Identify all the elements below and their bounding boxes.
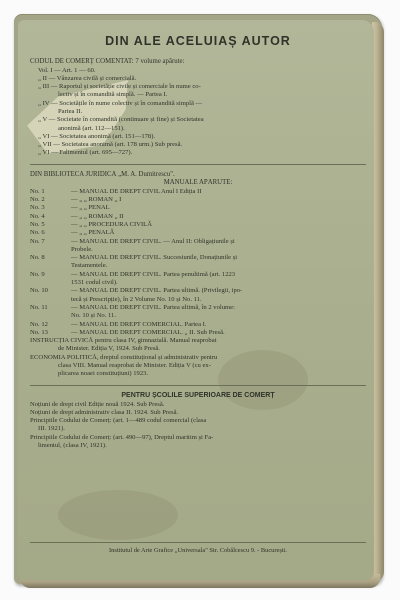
manual-title: — „ „ PROCEDURA CIVILĂ bbox=[71, 220, 152, 228]
manual-title: — MANUAL DE DREPT CIVIL. Partea ultimă. (Privilegii, ipo- bbox=[71, 287, 243, 295]
divider bbox=[30, 164, 366, 165]
manual-row bbox=[30, 213, 366, 221]
manual-number bbox=[30, 312, 68, 320]
codul-line: „ V — Societate în comandită (continuare și fine) și Societatea bbox=[38, 116, 204, 124]
extra-line: plicarea noaei constituțiuni) 1923. bbox=[58, 370, 149, 378]
manual-number bbox=[30, 262, 68, 270]
manual-row bbox=[30, 287, 366, 295]
manual-title: — MANUAL DE DREPT CIVIL. — Anul II: Obligațiunile și bbox=[71, 237, 235, 245]
manual-number: No. 7 bbox=[30, 237, 45, 245]
manual-row bbox=[30, 238, 366, 246]
manual-row bbox=[30, 262, 366, 270]
manual-title: Testamentele. bbox=[71, 262, 108, 270]
scoli-line: Noțiuni de drept administrativ clasa II. 1924. Sub Presă. bbox=[30, 408, 179, 416]
divider bbox=[30, 385, 366, 386]
manual-number: No. 3 bbox=[30, 204, 45, 212]
manual-title: — MANUAL DE DREPT CIVIL. Partea ultimă, în 2 volume: bbox=[71, 303, 235, 311]
manual-number: No. 1 bbox=[30, 187, 45, 195]
cover-text bbox=[30, 24, 366, 569]
manual-title: — MANUAL DE DREPT CIVIL. Partea penultimă (art. 1223 bbox=[71, 270, 236, 278]
manual-number: No. 11 bbox=[30, 303, 48, 311]
scoli-line: Noțiuni de drept civil Ediție nouă 1924. Sub Presă. bbox=[30, 400, 165, 408]
codul-heading: CODUL DE COMERȚ COMENTAT: 7 volume apărute: bbox=[30, 58, 185, 65]
extra-line: de Minister. Ediția V, 1924. Sub Presă. bbox=[58, 345, 160, 353]
scoli-line: III. 1921). bbox=[38, 425, 65, 433]
codul-line: „ III — Raportul și societăție civile și comerciale în nume co- bbox=[38, 83, 201, 91]
manual-row bbox=[30, 312, 366, 320]
manual-row bbox=[30, 279, 366, 287]
manual-row bbox=[30, 229, 366, 237]
manual-number: No. 13 bbox=[30, 328, 48, 336]
manual-row bbox=[30, 221, 366, 229]
codul-line: „ VI — Falimentul (art. 695—727). bbox=[38, 149, 133, 157]
manual-row bbox=[30, 321, 366, 329]
scoli-section bbox=[30, 392, 366, 451]
manual-title: — „ „ PENALĂ bbox=[71, 229, 115, 237]
manual-row bbox=[30, 296, 366, 304]
manual-number: No. 2 bbox=[30, 196, 45, 204]
manual-number: No. 6 bbox=[30, 229, 45, 237]
cover-title: DIN ALE ACELUIAȘ AUTOR bbox=[105, 34, 291, 48]
manual-number: No. 4 bbox=[30, 212, 45, 220]
extra-line: clasa VIII. Manual reaprobat de Minister. Ediția V (cu ex- bbox=[58, 362, 211, 369]
codul-line: „ VI — Societatea anonimă (art. 151—178). bbox=[38, 132, 156, 140]
manual-row bbox=[30, 196, 366, 204]
manual-row bbox=[30, 246, 366, 254]
manual-number bbox=[30, 246, 68, 254]
manual-number: No. 12 bbox=[30, 320, 48, 328]
manual-title: No. 10 și No. 11. bbox=[71, 312, 116, 320]
manual-number: No. 10 bbox=[30, 287, 48, 295]
manual-title: — MANUAL DE DREPT CIVIL. Succesiunile, Donațiunile și bbox=[71, 254, 238, 262]
biblioteca-heading: DIN BIBLIOTECA JURIDICĂ „M. A. Dumitrescu". bbox=[30, 170, 175, 178]
codul-line: anonimă (art. 112—151). bbox=[58, 124, 125, 132]
scoli-line: limentul, (clasa IV, 1921). bbox=[38, 442, 107, 450]
manual-title: tecă și Prescripție), în 2 Volume No. 10 și No. 11. bbox=[71, 295, 202, 303]
manual-row bbox=[30, 254, 366, 262]
manual-title: Probele. bbox=[71, 245, 93, 253]
manual-title: — „ „ ROMAN „ I bbox=[71, 196, 122, 204]
manual-row bbox=[30, 271, 366, 279]
manual-title: — „ „ ROMAN „ II bbox=[71, 212, 124, 220]
manual-row bbox=[30, 329, 366, 337]
codul-line: „ IV — Societățile în nume colectiv și în comandită simplă — bbox=[38, 99, 203, 107]
codul-line: lectiv și în comandită simplă. — Partea I. bbox=[58, 91, 168, 99]
extra-line: ECONOMIA POLITICĂ, dreptul constituțional și administrativ pentru bbox=[30, 353, 218, 361]
manual-row bbox=[30, 304, 366, 312]
manual-title: — MANUAL DE DREPT CIVIL Anul I Ediția II bbox=[71, 187, 202, 195]
manual-title: — „ „ PENAL bbox=[71, 204, 110, 212]
manual-row bbox=[30, 188, 366, 196]
codul-comertului-section bbox=[30, 58, 366, 158]
manual-list bbox=[30, 188, 366, 337]
manual-number: No. 8 bbox=[30, 254, 45, 262]
biblioteca-section bbox=[30, 171, 366, 379]
manuale-subtitle: MANUALE APĂRUTE: bbox=[163, 179, 233, 187]
manual-title: — MANUAL DE DREPT COMERCIAL. Partea I. bbox=[71, 320, 207, 328]
manual-title: 1531 codul civil). bbox=[71, 279, 118, 287]
codul-line: „ II — Vânzarea civilă și comercială. bbox=[38, 74, 137, 82]
scoli-title: PENTRU ȘCOLILE SUPERIOARE DE COMERȚ bbox=[121, 391, 275, 399]
codul-line: „ VII — Societatea anonimă (art. 178 urm.) Sub presă. bbox=[38, 141, 183, 149]
manual-number bbox=[30, 296, 68, 304]
manual-number bbox=[30, 279, 68, 287]
scoli-line: Principiile Codului de Comerț: (art. 1—489 codul comercial (clasa bbox=[30, 417, 207, 425]
manual-row bbox=[30, 204, 366, 212]
extra-line: INSTRUCȚIA CIVICĂ pentru clasa IV, gimnazială. Manual reaprobat bbox=[30, 337, 217, 345]
codul-line: Vol. I — Art. 1 — 60. bbox=[38, 66, 96, 74]
manual-number: No. 9 bbox=[30, 270, 45, 278]
printer-imprint: Institutul de Arte Grafice „Universala" Str. Cobălcescu 9. - București. bbox=[30, 542, 366, 554]
manual-title: — MANUAL DE DREPT COMERCIAL. „ II. Sub Presă. bbox=[71, 328, 225, 336]
manual-number: No. 5 bbox=[30, 220, 45, 228]
scoli-line: Principiile Codului de Comerț: (art. 490—97), Dreptul maritim și Fa- bbox=[30, 433, 214, 441]
codul-line: Partea II. bbox=[58, 107, 83, 115]
